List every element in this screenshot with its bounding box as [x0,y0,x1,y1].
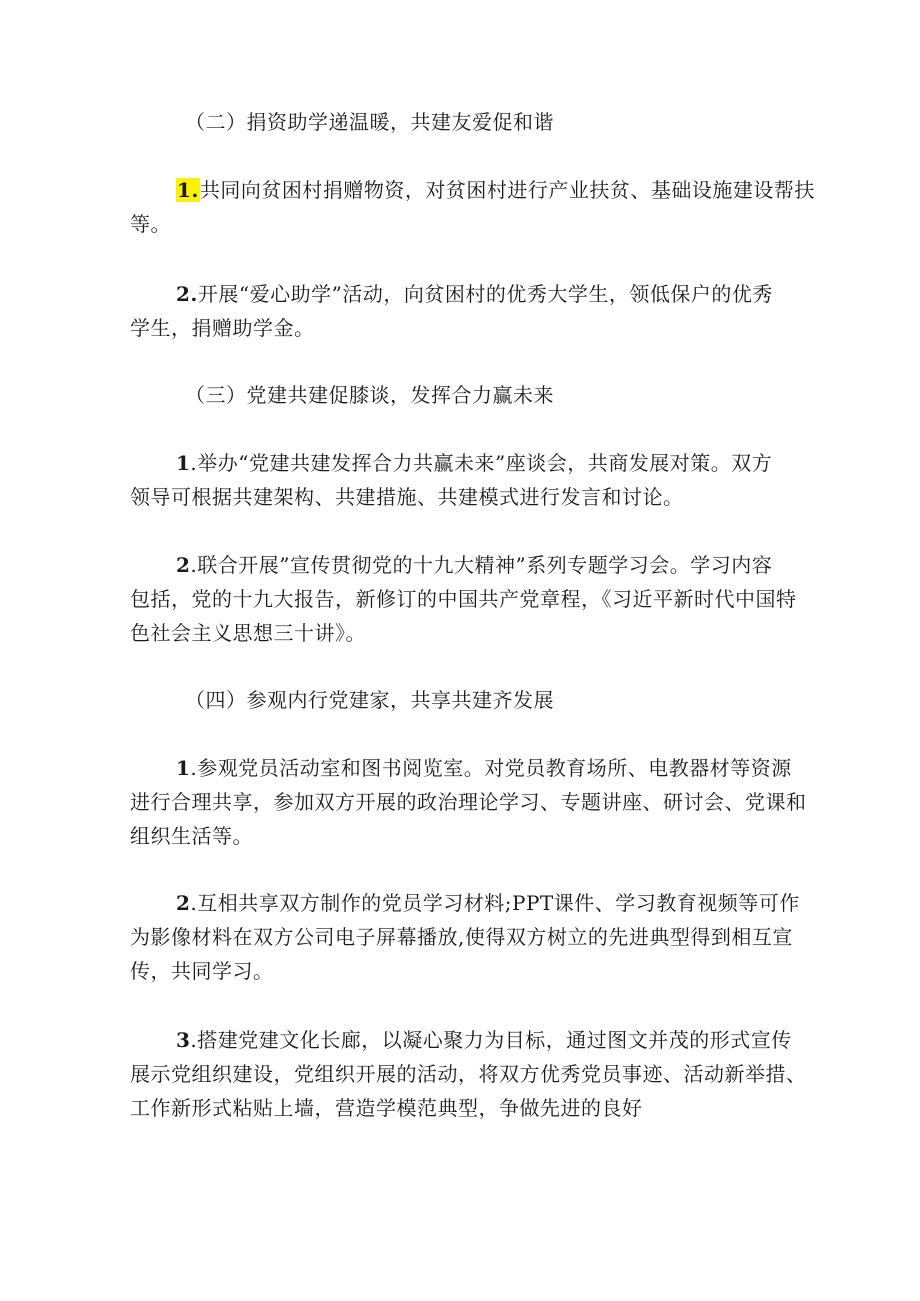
paragraph-4-2-line-2: 为影像材料在双方公司电子屏幕播放,使得双方树立的先进典型得到相互宣 [130,925,793,949]
paragraph-2-2-line-2: 学生，捐赠助学金。 [130,316,315,340]
paragraph-4-1-line-3: 组织生活等。 [130,824,253,848]
paragraph-2-1-line-2: 等。 [130,212,171,236]
item-number: 2. [176,282,198,306]
paragraph-2-1-line-1 [176,180,815,200]
paragraph-4-1-line-1 [176,758,792,778]
item-number: 2 [176,891,191,915]
section-heading-3: （三）党建共建促膝谈，发挥合力赢未来 [185,383,554,407]
item-number: 2 [176,553,191,577]
paragraph-3-1-line-1 [176,453,772,473]
paragraph-4-2-line-1 [176,893,800,913]
paragraph-4-1-line-2: 进行合理共享，参加双方开展的政治理论学习、专题讲座、研讨会、党课和 [130,790,807,814]
item-number: 3 [176,1028,191,1052]
paragraph-3-2-line-3: 色社会主义思想三十讲》。 [130,621,366,645]
section-heading-4: （四）参观内行党建家，共享共建齐发展 [185,688,554,712]
paragraph-4-3-line-2: 展示党组织建设，党组织开展的活动，将双方优秀党员事迹、活动新举措、 [130,1062,807,1086]
paragraph-text: .参观党员活动室和图书阅览室。对党员教育场所、电教器材等资源 [190,756,792,780]
paragraph-text: 开展“爱心助学”活动，向贫困村的优秀大学生，领低保户的优秀 [197,282,773,306]
paragraph-3-2-line-2: 包括，党的十九大报告，新修订的中国共产党章程，《习近平新时代中国特 [130,587,797,611]
paragraph-text: .互相共享双方制作的党员学习材料;PPT课件、学习教育视频等可作 [190,891,800,915]
paragraph-text: 共同向贫困村捐赠物资，对贫困村进行产业扶贫、基础设施建设帮扶 [199,178,815,202]
section-heading-2: （二）捐资助学递温暖，共建友爱促和谐 [185,110,554,134]
paragraph-text: .联合开展”宣传贯彻党的十九大精神”系列专题学习会。学习内容 [190,553,773,577]
paragraph-2-2-line-1 [176,284,773,304]
paragraph-3-1-line-2: 领导可根据共建架构、共建措施、共建模式进行发言和讨论。 [130,485,684,509]
paragraph-4-2-line-3: 传，共同学习。 [130,959,274,983]
item-number: 1 [176,756,191,780]
paragraph-text: .搭建党建文化长廊，以凝心聚力为目标，通过图文并茂的形式宣传 [190,1028,792,1052]
paragraph-4-3-line-3: 工作新形式粘贴上墙，营造学模范典型，争做先进的良好 [130,1096,643,1120]
item-number: 1 [176,451,191,475]
paragraph-text: .举办“党建共建发挥合力共赢未来”座谈会，共商发展对策。双方 [190,451,773,475]
paragraph-3-2-line-1 [176,555,772,575]
paragraph-4-3-line-1 [176,1030,792,1050]
item-number-highlighted: 1. [177,178,199,202]
